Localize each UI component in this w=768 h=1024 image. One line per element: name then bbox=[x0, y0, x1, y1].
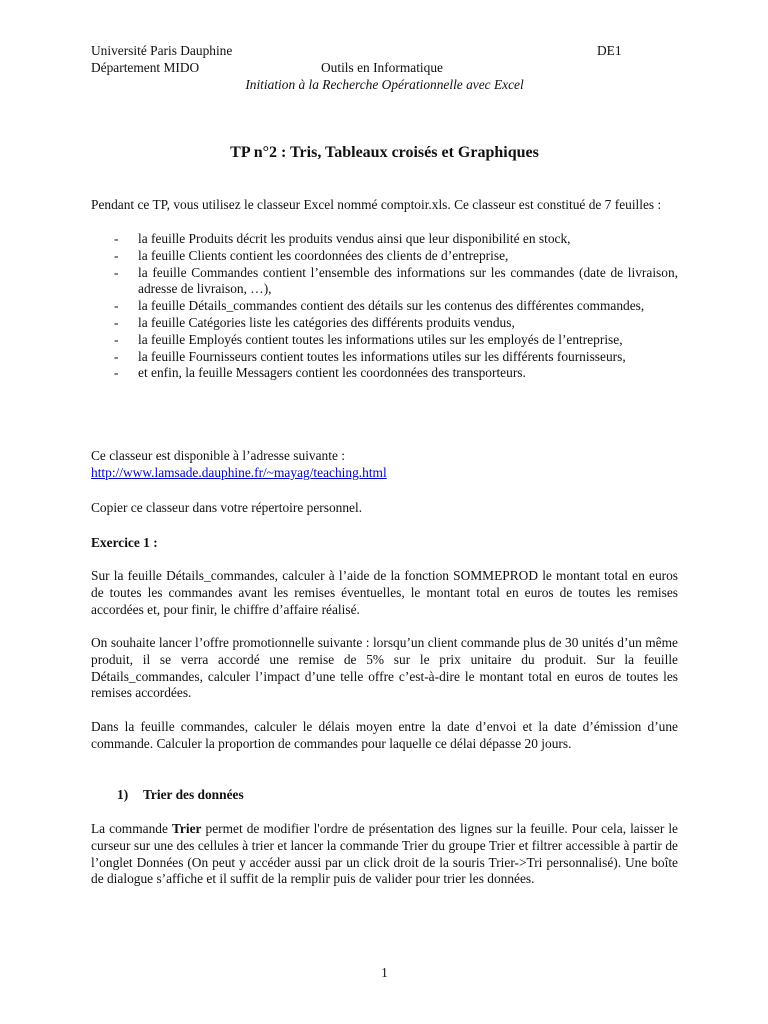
page-number: 1 bbox=[381, 965, 388, 980]
document-page bbox=[91, 0, 678, 1024]
section-number: 1) bbox=[117, 787, 129, 802]
sheet-list bbox=[91, 231, 678, 382]
list-item: - et enfin, la feuille Messagers contient les coordonnées des transporteurs. bbox=[114, 365, 526, 381]
trier-keyword: Trier bbox=[171, 821, 202, 836]
course-name: Outils en Informatique bbox=[321, 60, 443, 75]
paragraph-sommeprod: Sur la feuille Détails_commandes, calculer à l’aide de la fonction SOMMEPROD le montant total en euros de toutes les commandes avant les remises éventuelles, le montant total en euros de toutes les remises accordées et, pour finir, le chiffre d’affaire réalisé. bbox=[91, 568, 678, 617]
header-line-1 bbox=[91, 43, 678, 60]
intro-paragraph: Pendant ce TP, vous utilisez le classeur Excel nommé comptoir.xls. Ce classeur est constitué de 7 feuilles : bbox=[91, 197, 662, 212]
list-item: - la feuille Fournisseurs contient toutes les informations utiles sur les différents fournisseurs, bbox=[114, 348, 626, 364]
level-label: DE1 bbox=[597, 43, 622, 58]
list-item: - la feuille Employés contient toutes les informations utiles sur les employés de l’entreprise, bbox=[114, 331, 623, 347]
paragraph-delai: Dans la feuille commandes, calculer le délais moyen entre la date d’envoi et la date d’émission d’une commande. Calculer la proportion de commandes pour laquelle ce délai dépasse 20 jours. bbox=[91, 719, 678, 751]
department-name: Département MIDO bbox=[91, 60, 200, 75]
section-heading bbox=[117, 787, 244, 804]
page-title: TP n°2 : Tris, Tableaux croisés et Graphiques bbox=[230, 144, 539, 161]
list-item: - la feuille Produits décrit les produits vendus ainsi que leur disponibilité en stock, bbox=[114, 231, 571, 246]
availability-text: Ce classeur est disponible à l’adresse suivante : bbox=[91, 448, 345, 463]
classeur-link[interactable]: http://www.lamsade.dauphine.fr/~mayag/teaching.html bbox=[91, 465, 387, 480]
header-subtitle: Initiation à la Recherche Opérationnelle avec Excel bbox=[245, 77, 524, 92]
paragraph-promotion: On souhaite lancer l’offre promotionnelle suivante : lorsqu’un client commande plus de 30 unités d’un même produit, il se verra accordé une remise de 5% sur le prix unitaire du produit. Sur la feuille Détails_commandes, calculer l’impact d’une telle offre c’est-à-dire le montant total en euros de toutes les remises accordées. bbox=[91, 635, 678, 701]
list-item: - la feuille Détails_commandes contient des détails sur les contenus des différentes commandes, bbox=[114, 298, 645, 314]
list-item: - la feuille Commandes contient l’ensemble des informations sur les commandes (date de livraison, adresse de livraison, …), bbox=[114, 264, 678, 297]
classeur-link-line bbox=[91, 465, 678, 482]
paragraph-trier: La commande Trier permet de modifier l'ordre de présentation des lignes sur la feuille. Pour cela, laisser le curseur sur une des cellules à trier et lancer la commande Trier du groupe Trier et filtrer accessible à partir de l’onglet Données (On peut y accéder aussi par un click droit de la souris Trier->Tri personnalisé). Une boîte de dialogue s’affiche et il suffit de la remplir puis de valider pour trier les données. bbox=[91, 821, 678, 887]
exercise-title: Exercice 1 : bbox=[91, 535, 158, 550]
copy-instruction: Copier ce classeur dans votre répertoire personnel. bbox=[91, 500, 363, 515]
header-line-2 bbox=[91, 60, 678, 77]
university-name: Université Paris Dauphine bbox=[91, 43, 233, 58]
list-item: - la feuille Clients contient les coordonnées des clients de d’entreprise, bbox=[114, 247, 509, 263]
list-item: - la feuille Catégories liste les catégories des différents produits vendus, bbox=[114, 314, 515, 330]
section-title: Trier des données bbox=[143, 787, 244, 802]
